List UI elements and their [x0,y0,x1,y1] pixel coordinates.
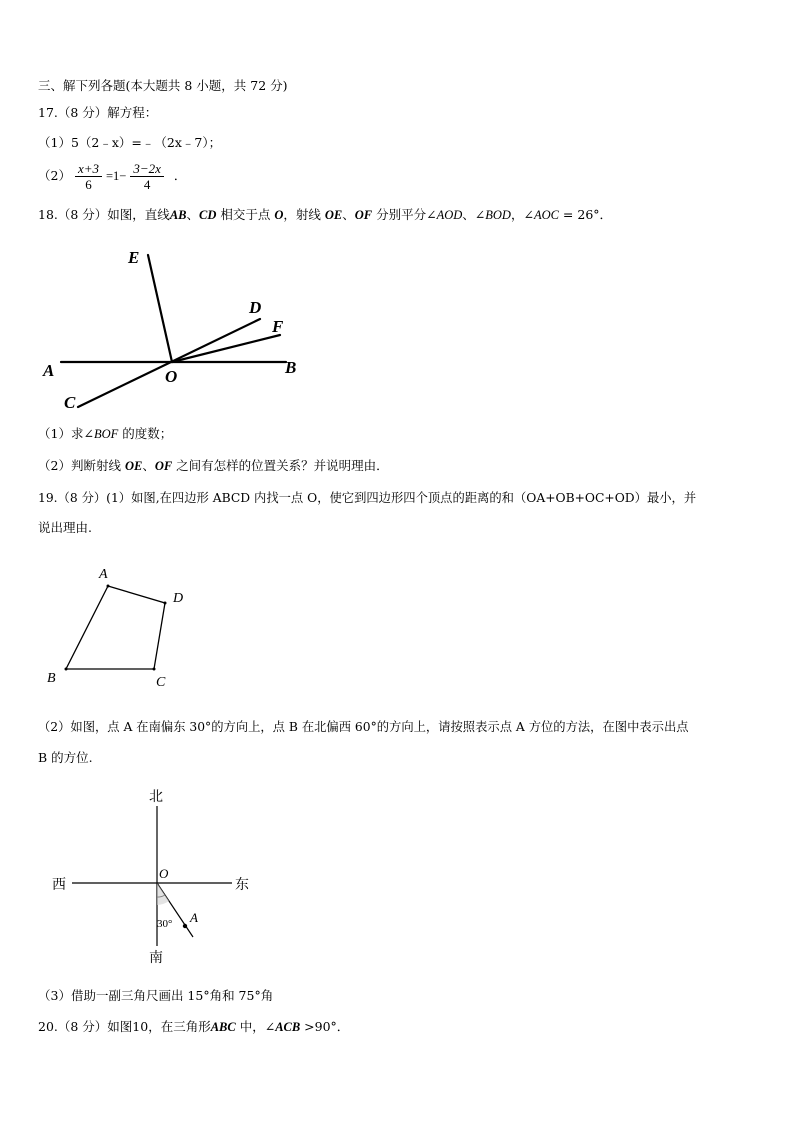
q17-part1: （1）5（2﹣x）=﹣（2x﹣7）； [38,135,222,150]
label-west: 西 [52,878,66,893]
q18-sub1: （1）求∠BOF 的度数； [38,426,173,441]
label-north: 北 [149,790,163,805]
label-angle: 30° [157,918,173,930]
quad-label-d: D [173,591,184,606]
q19-part3: （3）借助一副三角尺画出 15°角和 75°角 [38,988,274,1003]
q19-line1: 19.（8 分）(1）如图,在四边形 ABCD 内找一点 O，使它到四边形四个顶点的距离的和（OA+OB+OC+OD）最小，并 [38,491,697,505]
label-c: C [64,393,76,412]
label-d: D [249,298,262,317]
q17-fraction-2: $\frac{3-2x}{4}$ [130,161,164,192]
section-title: 三、解下列各题(本大题共 8 小题，共 72 分) [38,78,288,93]
q19-part2-line2: B 的方位. [38,750,93,765]
label-b: B [285,358,297,377]
quad-label-c: C [156,675,166,690]
q20-statement: 20.（8 分）如图10，在三角形ABC 中，∠ACB >90°． [38,1019,350,1034]
point-a-dot [183,924,187,928]
q18-statement: 18.（8 分）如图，直线AB、CD 相交于点 O，射线 OE、OF 分别平分∠AOD、∠BOD，∠AOC = 26°． [38,207,613,222]
q17-fraction-1: $\frac{x+3}{6}$ [75,161,102,192]
label-point-a: A [190,910,198,925]
label-o: O [165,367,178,386]
q19-line2: 说出理由. [38,520,92,535]
label-origin: O [159,866,169,881]
angle-shade [157,883,169,905]
q17-header: 17.（8 分）解方程： [38,105,158,120]
q18-sub2: （2）判断射线 OE、OF 之间有怎样的位置关系？并说明理由． [38,458,389,473]
label-f: F [272,317,284,336]
q17-part2: （2） $\frac{x+3}{6}$ =1− $\frac{3-2x}{4}$ ． [38,161,187,192]
q19-part2-line1: （2）如图，点 A 在南偏东 30°的方向上，点 B 在北偏西 60°的方向上，请按照表示点 A 方位的方法，在图中表示出点 [38,720,689,734]
label-a: A [43,361,55,380]
label-south: 南 [149,951,163,966]
quad-label-b: B [47,671,56,686]
label-e: E [128,248,140,267]
quad-label-a: A [99,567,108,582]
label-east: 东 [235,878,249,893]
